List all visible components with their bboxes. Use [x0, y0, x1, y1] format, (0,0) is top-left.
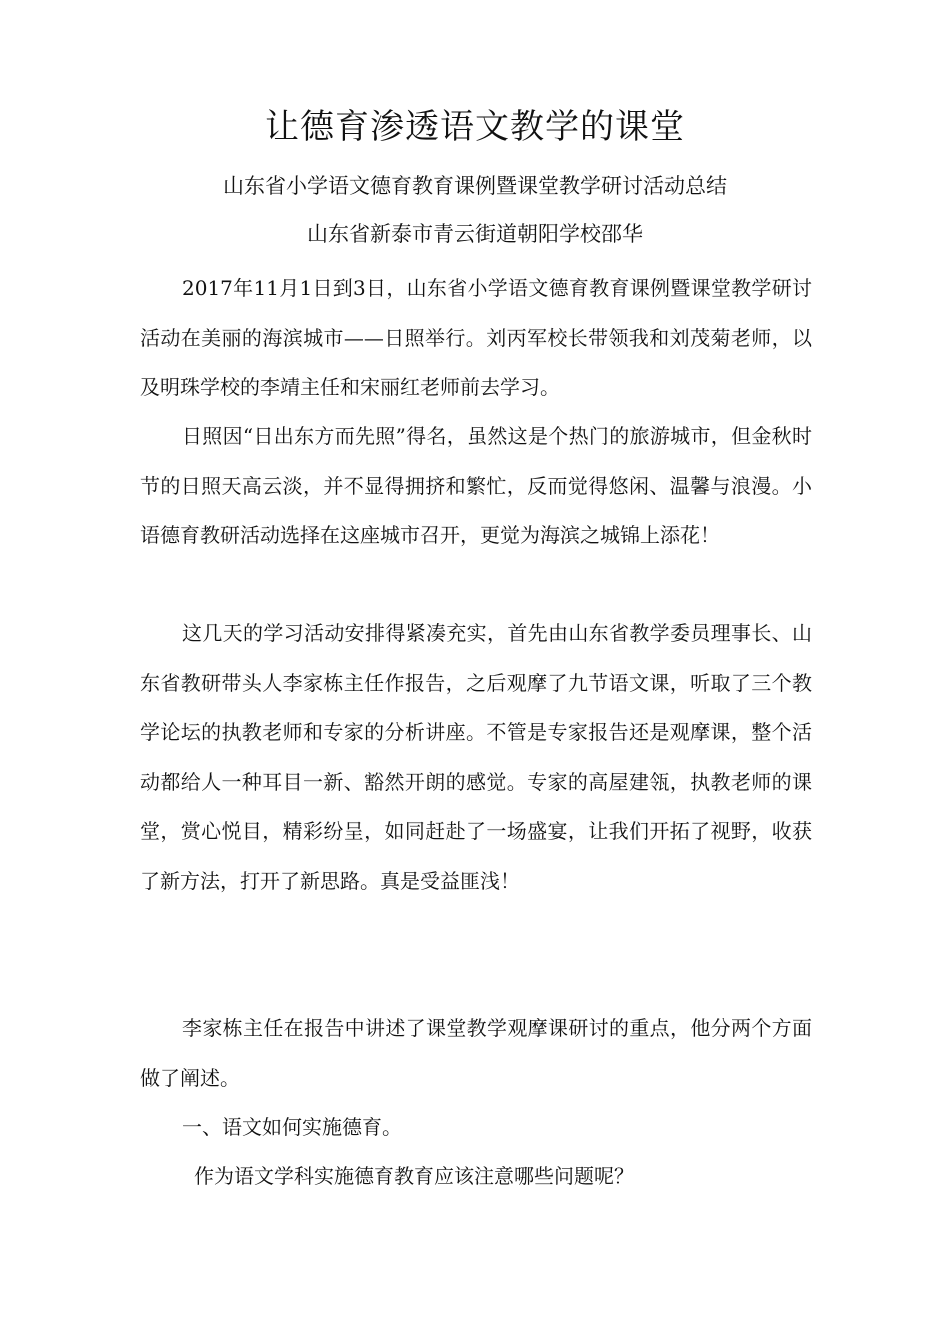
document-title: 让德育渗透语文教学的课堂 — [265, 107, 685, 147]
paragraph-2: 日照因“日出东方而先照”得名，虽然这是个热门的旅游城市，但金秋时节的日照天高云淡，并不显得拥挤和繁忙，反而觉得悠闲、温馨与浪漫。小语德育教研活动选择在这座城市召开，更觉为海滨之城锦上添花！ — [140, 424, 812, 547]
document-subtitle: 山东省小学语文德育教育课例暨课堂教学研讨活动总结 — [223, 174, 727, 198]
section-heading-1: 一、语文如何实施德育。 — [182, 1115, 402, 1139]
paragraph-question: 作为语文学科实施德育教育应该注意哪些问题呢？ — [194, 1164, 634, 1188]
author-line: 山东省新泰市青云街道朝阳学校邵华 — [307, 222, 643, 246]
paragraph-3: 这几天的学习活动安排得紧凑充实，首先由山东省教学委员理事长、山东省教研带头人李家栋主任作报告，之后观摩了九节语文课，听取了三个教学论坛的执教老师和专家的分析讲座。不管是专家报告还是观摩课，整个活动都给人一种耳目一新、豁然开朗的感觉。专家的高屋建瓴，执教老师的课堂，赏心悦目，精彩纷呈，如同赶赴了一场盛宴，让我们开拓了视野，收获了新方法，打开了新思路。真是受益匪浅！ — [140, 621, 812, 893]
paragraph-1: 2017年11月1日到3日，山东省小学语文德育教育课例暨课堂教学研讨活动在美丽的海滨城市——日照举行。刘丙军校长带领我和刘茂菊老师，以及明珠学校的李靖主任和宋丽红老师前去学习。 — [140, 276, 812, 399]
paragraph-4: 李家栋主任在报告中讲述了课堂教学观摩课研讨的重点，他分两个方面做了阐述。 — [140, 1016, 812, 1090]
